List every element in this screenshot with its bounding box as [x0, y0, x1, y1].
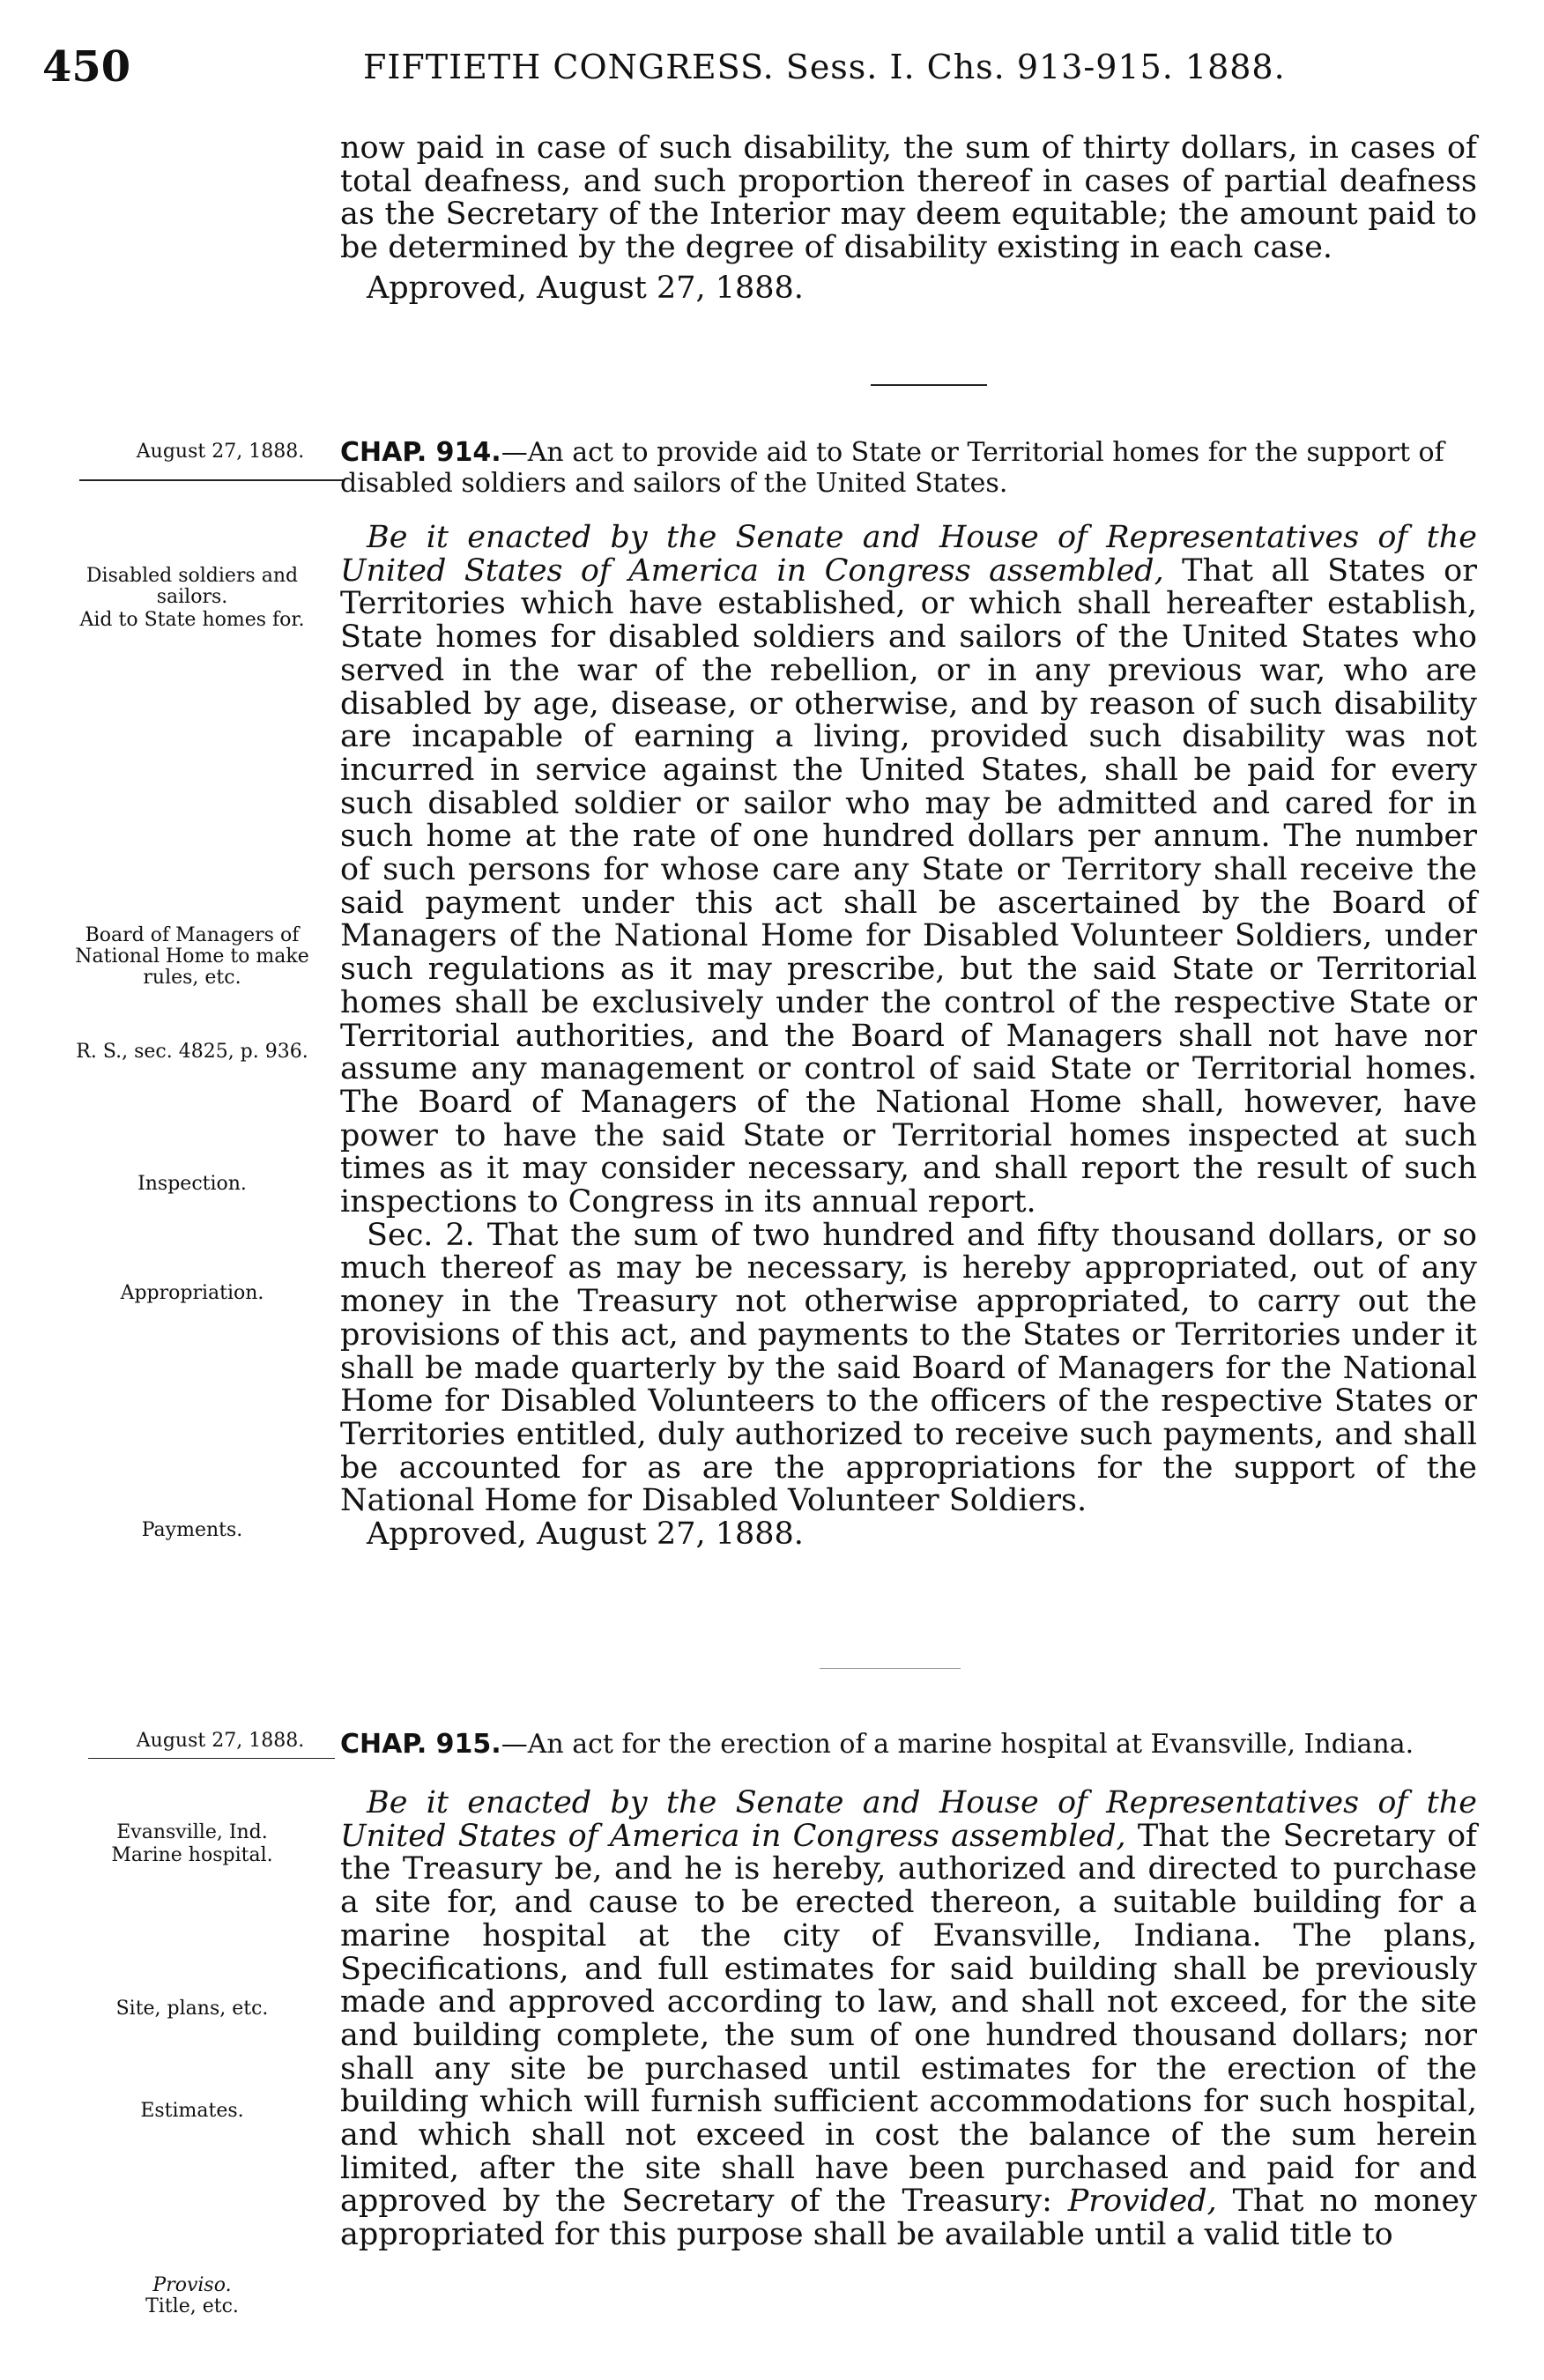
chap915-date: August 27, 1888. [136, 1730, 305, 1752]
margin-note-board: Board of Managers of National Home to make rules, etc. [75, 924, 309, 989]
chap914-section1: That all States or Territories which have established, or which shall hereafter establish, State homes for disabled soldiers and sailors of the United States who served in the war of the rebellion, or in any previous war, who are disabled by age, disease, or otherwise, and by reason of such disability are incapable of earning a living, provided such disability was not incurred in service against the United States, shall be paid for every such disabled soldier or sailor who may be admitted and cared for in such home at the rate of one hundred dollars per annum. The number of such persons for whose care any State or Territory shall receive the said payment under this act shall be ascertained by the Board of Managers of the National Home for Disabled Volunteer Soldiers, under such regulations as it may prescribe, but the said State or Territorial homes shall be exclusively under the control of the respective State or Territorial authorities, and the Board of Managers shall not have nor assume any management or control of said State or Territorial homes. The Board of Managers of the National Home shall, however, have power to have the said State or Territorial homes inspected at such times as it may consider necessary, and shall report the result of such inspections to Congress in its annual report. [340, 552, 1477, 1220]
chap914-heading [340, 437, 1477, 499]
chap915-text-block [340, 1787, 1477, 2252]
margin-note-proviso [51, 2275, 333, 2296]
page-number: 450 [42, 42, 131, 92]
chap915-heading [340, 1729, 1477, 1760]
chap915-title: CHAP. 915. [340, 1729, 501, 1760]
margin-note-site: Site, plans, etc. [115, 1998, 269, 2020]
chap915-date-rule [88, 1758, 335, 1759]
margin-note-aid: Aid to State homes for. [79, 609, 305, 631]
margin-note-appropriation: Appropriation. [120, 1282, 264, 1304]
margin-note-estimates: Estimates. [140, 2100, 244, 2122]
continued-approved: Approved, August 27, 1888. [367, 270, 804, 306]
margin-note-disabled: Disabled soldiers and sailors. [85, 565, 299, 608]
chap915-proviso-word: Provided, [1067, 2184, 1217, 2220]
continued-paragraph: now paid in case of such disability, the sum of thirty dollars, in cases of total deafness, and such proportion thereof in cases of partial deafness as the Secretary of the Interior may deem equitable; the amount paid to be determined by the degree of disability existing in each case. [340, 130, 1477, 266]
chap914-title-rest: —An act to provide aid to State or Territorial homes for the support of disabled soldiers and sailors of the United States. [340, 437, 1444, 499]
chap915-text-b: That no money appropriated for this purpose shall be available until a valid title to [340, 2184, 1477, 2253]
margin-note-title: Title, etc. [145, 2295, 239, 2317]
running-head: FIFTIETH CONGRESS. Sess. I. Chs. 913-915. 1888. [363, 48, 1286, 86]
chap914-title: CHAP. 914. [340, 437, 501, 468]
margin-note-payments: Payments. [141, 1519, 243, 1541]
chap915-title-rest: —An act for the erection of a marine hospital at Evansville, Indiana. [501, 1729, 1414, 1760]
margin-note-marine: Marine hospital. [111, 1844, 273, 1866]
margin-note-inspection: Inspection. [137, 1173, 247, 1195]
margin-note-rs: R. S., sec. 4825, p. 936. [76, 1041, 308, 1063]
chap915-text-a: That the Secretary of the Treasury be, and he is hereby, authorized and directed to purchase a site for, and cause to be erected thereon, a suitable building for a marine hospital at the city of Evansville, Indiana. The plans, Specifications, and full estimates for said building shall be previously made and approved according to law, and shall not exceed, for the site and building complete, the sum of one hundred thousand dollars; nor shall any site be purchased until estimates for the erection of the building which will furnish sufficient accommodations for such hospital, and which shall not exceed in cost the balance of the sum herein limited, after the site shall have been purchased and paid for and approved by the Secretary of the Treasury: [340, 1818, 1477, 2220]
chap914-date: August 27, 1888. [136, 441, 305, 463]
section-divider-2 [820, 1668, 961, 1669]
continued-text-block [340, 132, 1477, 306]
margin-note-evansville: Evansville, Ind. [116, 1821, 268, 1843]
chap915-enacting-clause: Be it enacted by the Senate and House of Representatives of the United States of America in Congress assembled, [340, 1785, 1477, 1854]
chap914-section1-paragraph [340, 522, 1477, 1220]
chap914-section2-label: Sec. 2. [367, 1217, 475, 1253]
chap914-date-rule [79, 479, 344, 481]
section-divider [871, 384, 987, 386]
chap915-paragraph [340, 1787, 1477, 2252]
margin-note-proviso-label: Proviso. [152, 2274, 232, 2296]
chap914-enacting-clause: Be it enacted by the Senate and House of Representatives of the United States of America in Congress assembled, [340, 520, 1477, 589]
chap914-text-block [340, 522, 1477, 1552]
chap914-approved: Approved, August 27, 1888. [367, 1516, 804, 1553]
chap914-section2: That the sum of two hundred and fifty thousand dollars, or so much thereof as may be necessary, is hereby appropriated, out of any money in the Treasury not otherwise appropriated, to carry out the provisions of this act, and payments to the States or Territories under it shall be made quarterly by the said Board of Managers for the National Home for Disabled Volunteers to the officers of the respective States or Territories entitled, duly authorized to receive such payments, and shall be accounted for as are the appropriations for the support of the National Home for Disabled Volunteer Soldiers. [340, 1217, 1478, 1519]
chap914-section2-paragraph [340, 1217, 1478, 1519]
